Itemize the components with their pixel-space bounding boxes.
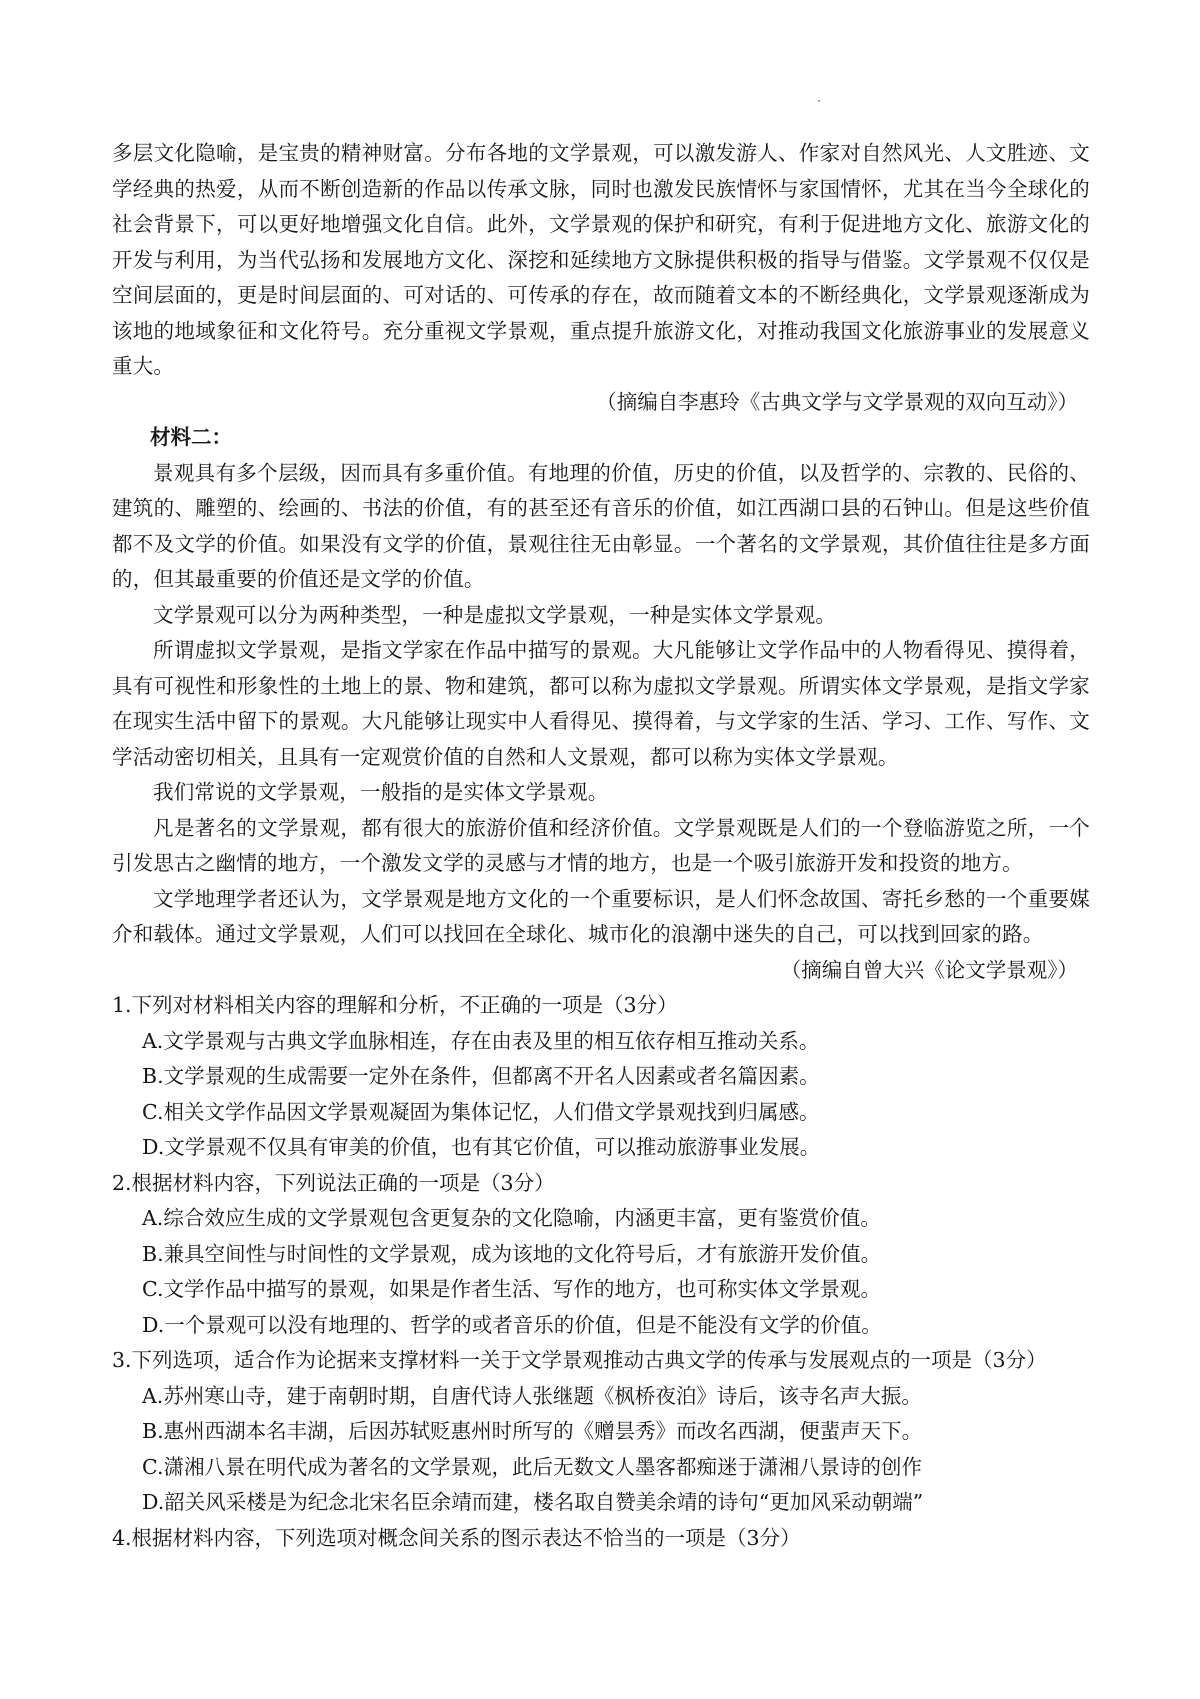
option-d: D.文学景观不仅具有审美的价值，也有其它价值，可以推动旅游事业发展。: [142, 1135, 821, 1159]
material-one-continuation: 多层文化隐喻，是宝贵的精神财富。分布各地的文学景观，可以激发游人、作家对自然风光、人文胜迹、文学经典的热爱，从而不断创造新的作品以传承文脉，同时也激发民族情怀与家国情怀，尤其在当今全球化的社会背景下，可以更好地增强文化自信。此外，文学景观的保护和研究，有利于促进地方文化、旅游文化的开发与利用，为当代弘扬和发展地方文化、深挖和延续地方文脉提供积极的指导与借鉴。文学景观不仅仅是空间层面的，更是时间层面的、可对话的、可传承的存在，故而随着文本的不断经典化，文学景观逐渐成为该地的地域象征和文化符号。充分重视文学景观，重点提升旅游文化，对推动我国文化旅游事业的发展意义重大。: [112, 141, 1090, 378]
page-content: [112, 136, 1090, 1556]
material-two-paragraph-6: 文学地理学者还认为，文学景观是地方文化的一个重要标识，是人们怀念故国、寄托乡愁的一个重要媒介和载体。通过文学景观，人们可以找回在全球化、城市化的浪潮中迷失的自己，可以找到回家的路。: [112, 886, 1090, 946]
question-stem: 2.根据材料内容，下列说法正确的一项是（3分）: [112, 1170, 555, 1195]
option-a: A.苏州寒山寺，建于南朝时期，自唐代诗人张继题《枫桥夜泊》诗后，该寺名声大振。: [142, 1383, 922, 1408]
question-stem: 1.下列对材料相关内容的理解和分析，不正确的一项是（3分）: [112, 993, 678, 1017]
question-3: [112, 1343, 1090, 1521]
material-two-source: （摘编自曾大兴《论文学景观》）: [780, 957, 1078, 982]
option-c: C.潇湘八景在明代成为著名的文学景观，此后无数文人墨客都痴迷于潇湘八景诗的创作: [142, 1454, 922, 1479]
question-2: [112, 1166, 1090, 1344]
scan-speck: [818, 100, 820, 102]
option-b: B.文学景观的生成需要一定外在条件，但都离不开名人因素或者名篇因素。: [142, 1064, 820, 1088]
material-two-paragraph-4: 我们常说的文学景观，一般指的是实体文学景观。: [153, 780, 609, 804]
material-two-paragraph-1: 景观具有多个层级，因而具有多重价值。有地理的价值，历史的价值，以及哲学的、宗教的、民俗的、建筑的、雕塑的、绘画的、书法的价值，有的甚至还有音乐的价值，如江西湖口县的石钟山。但是这些价值都不及文学的价值。如果没有文学的价值，景观往往无由彰显。一个著名的文学景观，其价值往往是多方面的，但其最重要的价值还是文学的价值。: [112, 460, 1090, 591]
option-a: A.综合效应生成的文学景观包含更复杂的文化隐喻，内涵更丰富，更有鉴赏价值。: [142, 1206, 881, 1230]
option-a: A.文学景观与古典文学血脉相连，存在由表及里的相互依存相互推动关系。: [142, 1028, 820, 1053]
option-b: B.兼具空间性与时间性的文学景观，成为该地的文化符号后，才有旅游开发价值。: [142, 1241, 882, 1266]
material-one-source: （摘编自李惠玲《古典文学与文学景观的双向互动》）: [596, 389, 1078, 414]
option-b: B.惠州西湖本名丰湖，后因苏轼贬惠州时所写的《赠昙秀》而改名西湖，便蜚声天下。: [142, 1419, 923, 1443]
material-two-paragraph-3: 所谓虚拟文学景观，是指文学家在作品中描写的景观。大凡能够让文学作品中的人物看得见、摸得着，具有可视性和形象性的土地上的景、物和建筑，都可以称为虚拟文学景观。所谓实体文学景观，是指文学家在现实生活中留下的景观。大凡能够让现实中人看得见、摸得着，与文学家的生活、学习、工作、写作、文学活动密切相关，且具有一定观赏价值的自然和人文景观，都可以称为实体文学景观。: [112, 638, 1090, 769]
question-1: [112, 988, 1090, 1166]
question-stem: 3.下列选项，适合作为论据来支撑材料一关于文学景观推动古典文学的传承与发展观点的一项是（3分）: [112, 1348, 1047, 1372]
material-two-title: 材料二：: [150, 425, 232, 449]
option-d: D.一个景观可以没有地理的、哲学的或者音乐的价值，但是不能没有文学的价值。: [142, 1312, 882, 1337]
option-d: D.韶关风采楼是为纪念北宋名臣余靖而建，楼名取自赞美余靖的诗句“更加风采动朝端”: [142, 1490, 924, 1514]
option-c: C.相关文学作品因文学景观凝固为集体记忆，人们借文学景观找到归属感。: [142, 1099, 820, 1124]
question-4: [112, 1521, 1090, 1557]
question-stem: 4.根据材料内容，下列选项对概念间关系的图示表达不恰当的一项是（3分）: [112, 1525, 801, 1550]
material-two-paragraph-5: 凡是著名的文学景观，都有很大的旅游价值和经济价值。文学景观既是人们的一个登临游览之所，一个引发思古之幽情的地方，一个激发文学的灵感与才情的地方，也是一个吸引旅游开发和投资的地方。: [112, 815, 1090, 875]
material-two-paragraph-2: 文学景观可以分为两种类型，一种是虚拟文学景观，一种是实体文学景观。: [153, 602, 837, 627]
option-c: C.文学作品中描写的景观，如果是作者生活、写作的地方，也可称实体文学景观。: [142, 1277, 881, 1301]
